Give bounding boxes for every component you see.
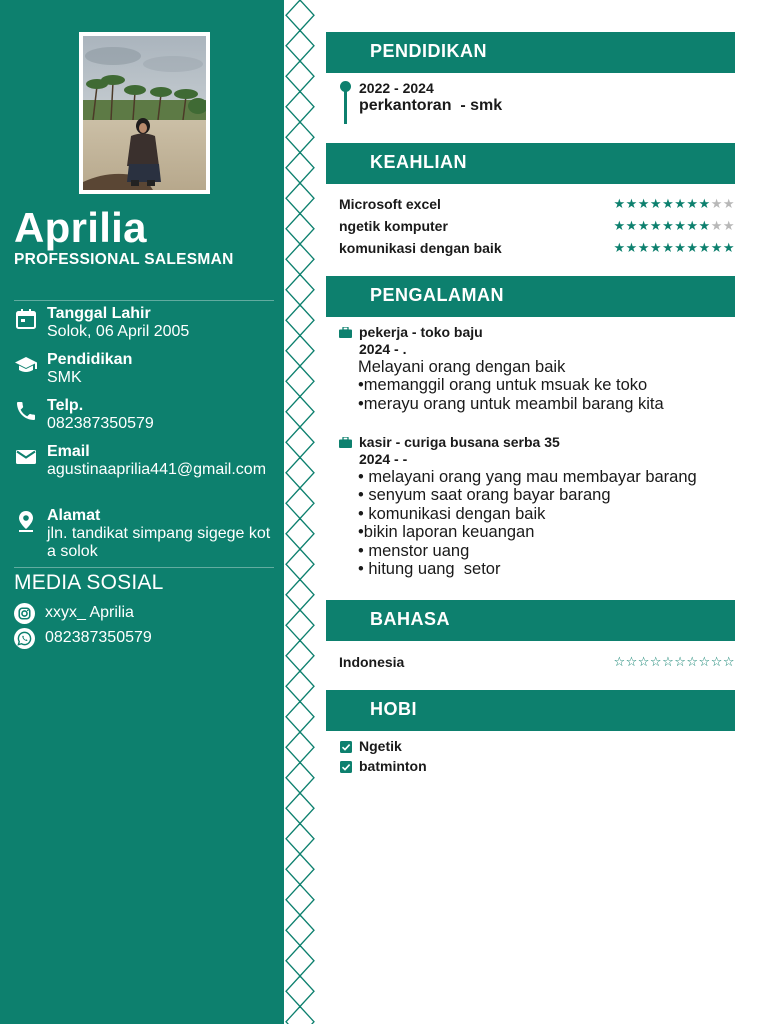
info-email (14, 443, 279, 479)
info-address (14, 507, 279, 561)
star-filled-icon: ★ (613, 240, 626, 255)
experience-title: kasir - curiga busana serba 35 (359, 434, 560, 450)
skill-row (339, 196, 735, 214)
hobby-text: batminton (359, 758, 427, 774)
section-hobby-header (326, 690, 735, 731)
star-filled-icon: ★ (662, 196, 675, 211)
star-filled-icon: ★ (698, 196, 711, 211)
calendar-icon (14, 307, 38, 331)
briefcase-icon (339, 437, 352, 448)
info-value: jln. tandikat simpang sigege kota solok (47, 525, 271, 560)
experience-title: pekerja - toko baju (359, 324, 483, 340)
star-outline-icon: ☆ (625, 654, 638, 669)
experience-year: 2024 - - (359, 451, 408, 467)
info-value: Solok, 06 April 2005 (47, 323, 190, 340)
info-value: 082387350579 (47, 415, 154, 432)
media-title: MEDIA SOSIAL (14, 571, 164, 594)
star-filled-icon: ★ (686, 196, 699, 211)
profile-photo (83, 36, 206, 190)
whatsapp-icon (14, 628, 35, 649)
education-year: 2022 - 2024 (359, 80, 434, 96)
star-filled-icon: ★ (674, 240, 687, 255)
info-value: agustinaaprilia441@gmail.com (47, 461, 267, 478)
phone-icon (14, 399, 38, 423)
checkbox-checked-icon (340, 761, 352, 773)
language-name: Indonesia (339, 654, 405, 670)
info-birthdate (14, 305, 279, 341)
section-experience-header (326, 276, 735, 317)
experience-item (339, 324, 739, 413)
section-title: BAHASA (370, 609, 451, 629)
skill-rating (613, 240, 735, 256)
star-outline-icon: ☆ (710, 654, 723, 669)
skill-name: komunikasi dengan baik (339, 240, 502, 256)
briefcase-icon (339, 327, 352, 338)
star-empty-icon: ★ (710, 196, 723, 211)
star-filled-icon: ★ (722, 240, 735, 255)
star-filled-icon: ★ (613, 196, 626, 211)
star-empty-icon: ★ (722, 218, 735, 233)
star-filled-icon: ★ (649, 240, 663, 255)
skill-rating (613, 196, 735, 212)
star-filled-icon: ★ (613, 218, 626, 233)
education-title: perkantoran - smk (359, 97, 503, 114)
star-filled-icon: ★ (637, 218, 650, 233)
star-filled-icon: ★ (649, 196, 663, 211)
graduation-cap-icon (14, 353, 38, 377)
star-filled-icon: ★ (698, 218, 711, 233)
star-filled-icon: ★ (686, 240, 699, 255)
star-empty-icon: ★ (710, 218, 723, 233)
star-filled-icon: ★ (662, 218, 675, 233)
location-pin-icon (14, 509, 38, 533)
info-label: Telp. (47, 397, 84, 414)
star-filled-icon: ★ (649, 218, 663, 233)
profile-photo-frame (79, 32, 210, 194)
star-outline-icon: ☆ (674, 654, 687, 669)
info-phone (14, 397, 279, 433)
star-outline-icon: ☆ (613, 654, 626, 669)
star-filled-icon: ★ (686, 218, 699, 233)
info-label: Email (47, 443, 90, 460)
divider (14, 567, 274, 568)
skill-row (339, 240, 735, 258)
skill-rating (613, 218, 735, 234)
star-outline-icon: ☆ (649, 654, 663, 669)
star-filled-icon: ★ (625, 196, 638, 211)
experience-description: • melayani orang yang mau membayar barang • senyum saat orang bayar barang • komunikasi dengan baik •bikin laporan keuangan • menstor uang • hitung uang setor (358, 468, 697, 579)
language-rating (613, 654, 735, 670)
section-skills-header (326, 143, 735, 184)
section-title: PENGALAMAN (370, 285, 504, 305)
profile-title: PROFESSIONAL SALESMAN (14, 251, 234, 268)
social-text: xxyx_ Aprilia (45, 604, 134, 621)
skill-name: Microsoft excel (339, 196, 441, 212)
star-filled-icon: ★ (625, 240, 638, 255)
star-outline-icon: ☆ (637, 654, 650, 669)
diamond-pattern (284, 0, 316, 1024)
star-filled-icon: ★ (710, 240, 723, 255)
info-education (14, 351, 279, 387)
timeline-dot (340, 81, 351, 92)
divider (14, 300, 274, 301)
star-filled-icon: ★ (698, 240, 711, 255)
skill-name: ngetik komputer (339, 218, 448, 234)
social-text: 082387350579 (45, 629, 152, 646)
star-empty-icon: ★ (722, 196, 735, 211)
sidebar (0, 0, 284, 1024)
language-row (339, 654, 735, 672)
section-title: HOBI (370, 699, 417, 719)
info-value: SMK (47, 369, 82, 386)
star-filled-icon: ★ (674, 196, 687, 211)
info-label: Tanggal Lahir (47, 305, 151, 322)
section-language-header (326, 600, 735, 641)
experience-item (339, 434, 739, 578)
profile-name: Aprilia (14, 204, 147, 251)
star-filled-icon: ★ (662, 240, 675, 255)
section-education-header (326, 32, 735, 73)
section-title: KEAHLIAN (370, 152, 467, 172)
info-label: Alamat (47, 507, 101, 524)
star-outline-icon: ☆ (698, 654, 711, 669)
star-filled-icon: ★ (637, 196, 650, 211)
experience-year: 2024 - . (359, 341, 407, 357)
instagram-icon (14, 603, 35, 624)
star-filled-icon: ★ (674, 218, 687, 233)
star-filled-icon: ★ (625, 218, 638, 233)
star-outline-icon: ☆ (722, 654, 735, 669)
hobby-text: Ngetik (359, 738, 402, 754)
info-label: Pendidikan (47, 351, 133, 368)
star-outline-icon: ☆ (686, 654, 699, 669)
experience-description: Melayani orang dengan baik •memanggil orang untuk msuak ke toko •merayu orang untuk meambil barang kita (358, 358, 664, 413)
section-title: PENDIDIKAN (370, 41, 488, 61)
star-outline-icon: ☆ (662, 654, 675, 669)
email-icon (14, 445, 38, 469)
checkbox-checked-icon (340, 741, 352, 753)
star-filled-icon: ★ (637, 240, 650, 255)
skill-row (339, 218, 735, 236)
